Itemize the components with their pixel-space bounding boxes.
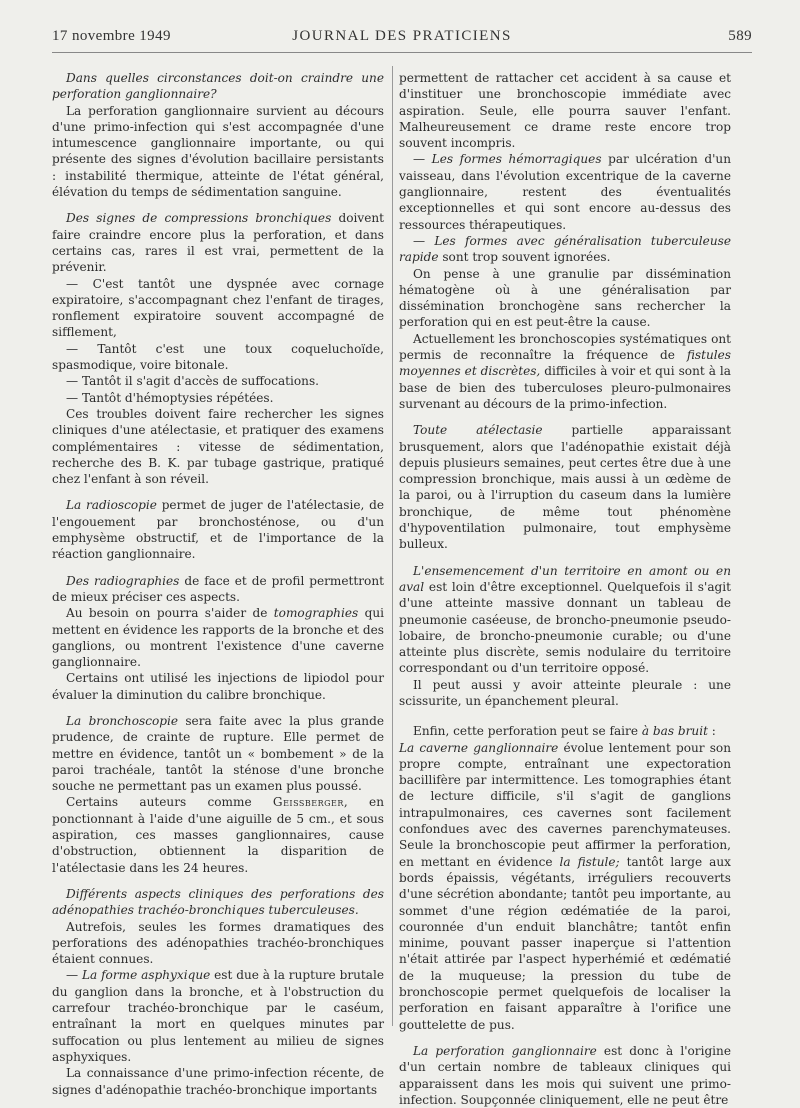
list-item: — Tantôt c'est une toux coqueluchoïde, spasmodique, voire bitonale. [52, 341, 384, 373]
list-item [52, 967, 384, 1065]
list-item [399, 151, 731, 232]
header-date: 17 novembre 1949 [52, 28, 171, 44]
emphasis: La bronchoscopie [66, 713, 179, 728]
paragraph-text: sera faite avec la plus grande prudence, de crainte de rupture. Elle permet de mettre en évidence, tantôt un « bombement » de la paroi trachéale, tantôt la sténose d'une bronche souche ne permettant pas un examen plus poussé. [52, 713, 384, 794]
paragraph-text: — [413, 152, 432, 167]
paragraph-text: qui mettent en évidence les rapports de la bronche et des ganglions, ou montrent l'existence d'une caverne ganglionnaire. [52, 606, 384, 670]
paragraph-text: par ulcération d'un vaisseau, dans l'évolution excentrique de la caverne ganglionnaire, restent des éventualités exceptionnelles et qui sont encore au-dessus des ressources thérapeutiques. [399, 152, 731, 232]
paragraph-text: doivent faire craindre encore plus la perforation, et dans certains cas, rares il est vrai, permettent de la prévenir. [52, 211, 384, 275]
paragraph-text: — [413, 233, 435, 248]
emphasis: Des signes de compressions bronchiques [66, 211, 332, 226]
section-heading: Dans quelles circonstances doit-on craindre une perforation ganglionnaire? [52, 71, 384, 102]
paragraph-text: sont trop souvent ignorées. [438, 250, 611, 265]
emphasis: L'ensemencement d'un territoire en amont ou en aval [399, 563, 731, 594]
emphasis: fistules moyennes et discrètes, [399, 348, 731, 379]
paragraph-text: — [66, 968, 82, 983]
list-item: — Tantôt d'hémoptysies répétées. [66, 390, 274, 405]
header-page-number: 589 [728, 28, 752, 44]
section-heading: Différents aspects cliniques des perforations des adénopathies trachéo-bronchiques tuberculeuses. [52, 886, 384, 918]
right-column [399, 70, 731, 1108]
left-column [52, 70, 384, 1098]
paragraph-text: est loin d'être exceptionnel. Quelquefois il s'agit d'une atteinte massive donnant un tableau de pneumonie caséeuse, de broncho-pneumonie pseudo-lobaire, de broncho-pneumonie curable; ou d'une atteinte plus discrète, semis nodulaire du territoire correspondant ou d'un territoire opposé. [399, 579, 731, 676]
emphasis: à bas bruit [641, 724, 708, 739]
paragraph [399, 723, 731, 739]
paragraph-text: partielle apparaissant brusquement, alors que l'adénopathie existait déjà depuis plusieurs semaines, peut certes être due à une compression bronchique, mais aussi à un œdème de la paroi, ou à l'irruption du caseum dans la lumière bronchique, de même tout phénomène d'hypoventilation pulmonaire, tout emphysème bulleux. [399, 423, 731, 552]
paragraph-text: tantôt large aux bords épaissis, végétants, irréguliers recouverts d'une sécrétion abondante; tantôt peu importante, au sommet d'une région œdématiée de la paroi, couronnée d'un enduit blanchâtre; tantôt enfin minime, pouvant passer inaperçue si l'attention n'était attirée par l'aspect hyperhémié et œdématié de la muqueuse; la pression du tube de bronchoscopie permet quelquefois de localiser la perforation en faisant apparaître à l'orifice une gouttelette de pus. [399, 854, 731, 1032]
paragraph: On pense à une granulie par dissémination hématogène où à une généralisation par dissémination bronchogène sans rechercher la perforation qui en est peut-être la cause. [399, 266, 731, 330]
paragraph [399, 563, 731, 677]
running-header [52, 28, 752, 48]
column-divider [392, 66, 393, 1026]
paragraph-text: de face et de profil permettront de mieux préciser ces aspects. [52, 573, 384, 604]
list-item [399, 233, 731, 266]
paragraph [52, 497, 384, 562]
paragraph: permettent de rattacher cet accident à sa cause et d'instituer une bronchoscopie immédiate avec aspiration. Seule, elle pourra sauver l'enfant. Malheureusement ce drame reste encore trop souvent incompris. [399, 71, 731, 151]
paragraph-text: , en ponctionnant à l'aide d'une aiguille de 5 cm., et sous aspiration, ces masses ganglionnaires, cause d'obstruction, obtiennent la disparition de l'atélectasie dans les 24 heures. [52, 795, 384, 875]
paragraph: Ces troubles doivent faire rechercher les signes cliniques d'une atélectasie, et pratiquer des examens complémentaires : vitesse de sédimentation, recherche des B. K. par tubage gastrique, pratiqué chez l'enfant à son réveil. [52, 406, 384, 487]
paragraph-text: est due à la rupture brutale du ganglion dans la bronche, et à l'obstruction du carrefour trachéo-bronchique par le caséum, entraînant la mort en quelques minutes par suffocation ou plus lentement au milieu de signes asphyxiques. [52, 968, 384, 1064]
paragraph [399, 422, 731, 552]
paragraph-text: est donc à l'origine d'un certain nombre de tableaux cliniques qui apparaissent dans les mois qui suivent une primo-infection. Soupçonnée cliniquement, elle ne peut être [399, 1043, 732, 1107]
paragraph: Certains ont utilisé les injections de lipiodol pour évaluer la diminution du calibre bronchique. [52, 671, 384, 702]
paragraph-text: Au besoin on pourra s'aider de [66, 606, 274, 621]
paragraph [52, 605, 384, 670]
paragraph: La connaissance d'une primo-infection récente, de signes d'adénopathie trachéo-bronchique importants [52, 1066, 384, 1097]
emphasis: La perforation ganglionnaire [413, 1043, 597, 1058]
paragraph [399, 740, 731, 1033]
paragraph: Autrefois, seules les formes dramatiques des perforations des adénopathies trachéo-bronchiques étaient connues. [52, 919, 384, 967]
paragraph-text: Enfin, cette perforation peut se faire [413, 724, 642, 739]
emphasis: Les formes hémorragiques [431, 152, 602, 167]
paragraph: La perforation ganglionnaire survient au décours d'une primo-infection qui s'est accompagnée d'une intumescence ganglionnaire importante, ou qui présente des signes d'évolution bacillaire persistants : instabilité thermique, atteinte de l'état général, élévation du temps de sédimentation sanguine. [52, 103, 384, 200]
emphasis: La radioscopie [66, 498, 157, 513]
emphasis: Toute atélectasie [413, 423, 543, 438]
emphasis: La caverne ganglionnaire [399, 740, 559, 755]
list-item: — C'est tantôt une dyspnée avec cornage expiratoire, s'accompagnant chez l'enfant de tirages, ronflement expiratoire souvent accompagné de sifflement, [52, 276, 384, 340]
header-rule [52, 52, 752, 53]
author-name: Geissberger [272, 795, 344, 810]
paragraph [52, 794, 384, 875]
header-journal-title: JOURNAL DES PRATICIENS [292, 28, 512, 44]
paragraph: Il peut aussi y avoir atteinte pleurale : une scissurite, un épanchement pleural. [399, 677, 731, 708]
emphasis: Des radiographies [66, 573, 180, 588]
paragraph [399, 331, 731, 412]
emphasis: Les formes avec généralisation tuberculeuse rapide [399, 233, 731, 265]
list-item: — Tantôt il s'agit d'accès de suffocations. [66, 374, 320, 389]
paragraph-text: Certains auteurs comme [66, 795, 273, 810]
emphasis: la fistule; [559, 854, 620, 869]
paragraph [52, 210, 384, 275]
paragraph [399, 1043, 731, 1108]
emphasis: tomographies [273, 606, 359, 621]
paragraph-text: difficiles à voir et qui sont à la base de bien des tuberculoses pleuro-pulmonaires survenant au décours de la primo-infection. [399, 364, 731, 411]
paragraph-text: évolue lentement pour son propre compte, entraînant une expectoration bacillifère par intermittence. Les tomographies étant de lecture difficile, s'il s'agit de ganglions intrapulmonaires, ces cavernes sont facilement confondues avec des cavernes parenchymateuses. Seule la bronchoscopie peut affirmer la perforation, en mettant en évidence [399, 740, 731, 869]
emphasis: La forme asphyxique [81, 968, 211, 983]
paragraph-text: : [707, 724, 716, 739]
paragraph-text: permet de juger de l'atélectasie, de l'engouement par bronchosténose, ou d'un emphysème obstructif, et de l'importance de la réaction ganglionnaire. [52, 498, 384, 562]
paragraph [52, 573, 384, 606]
paragraph-text: Actuellement les bronchoscopies systématiques ont permis de reconnaître la fréquence de [399, 331, 731, 363]
paragraph [52, 713, 384, 794]
